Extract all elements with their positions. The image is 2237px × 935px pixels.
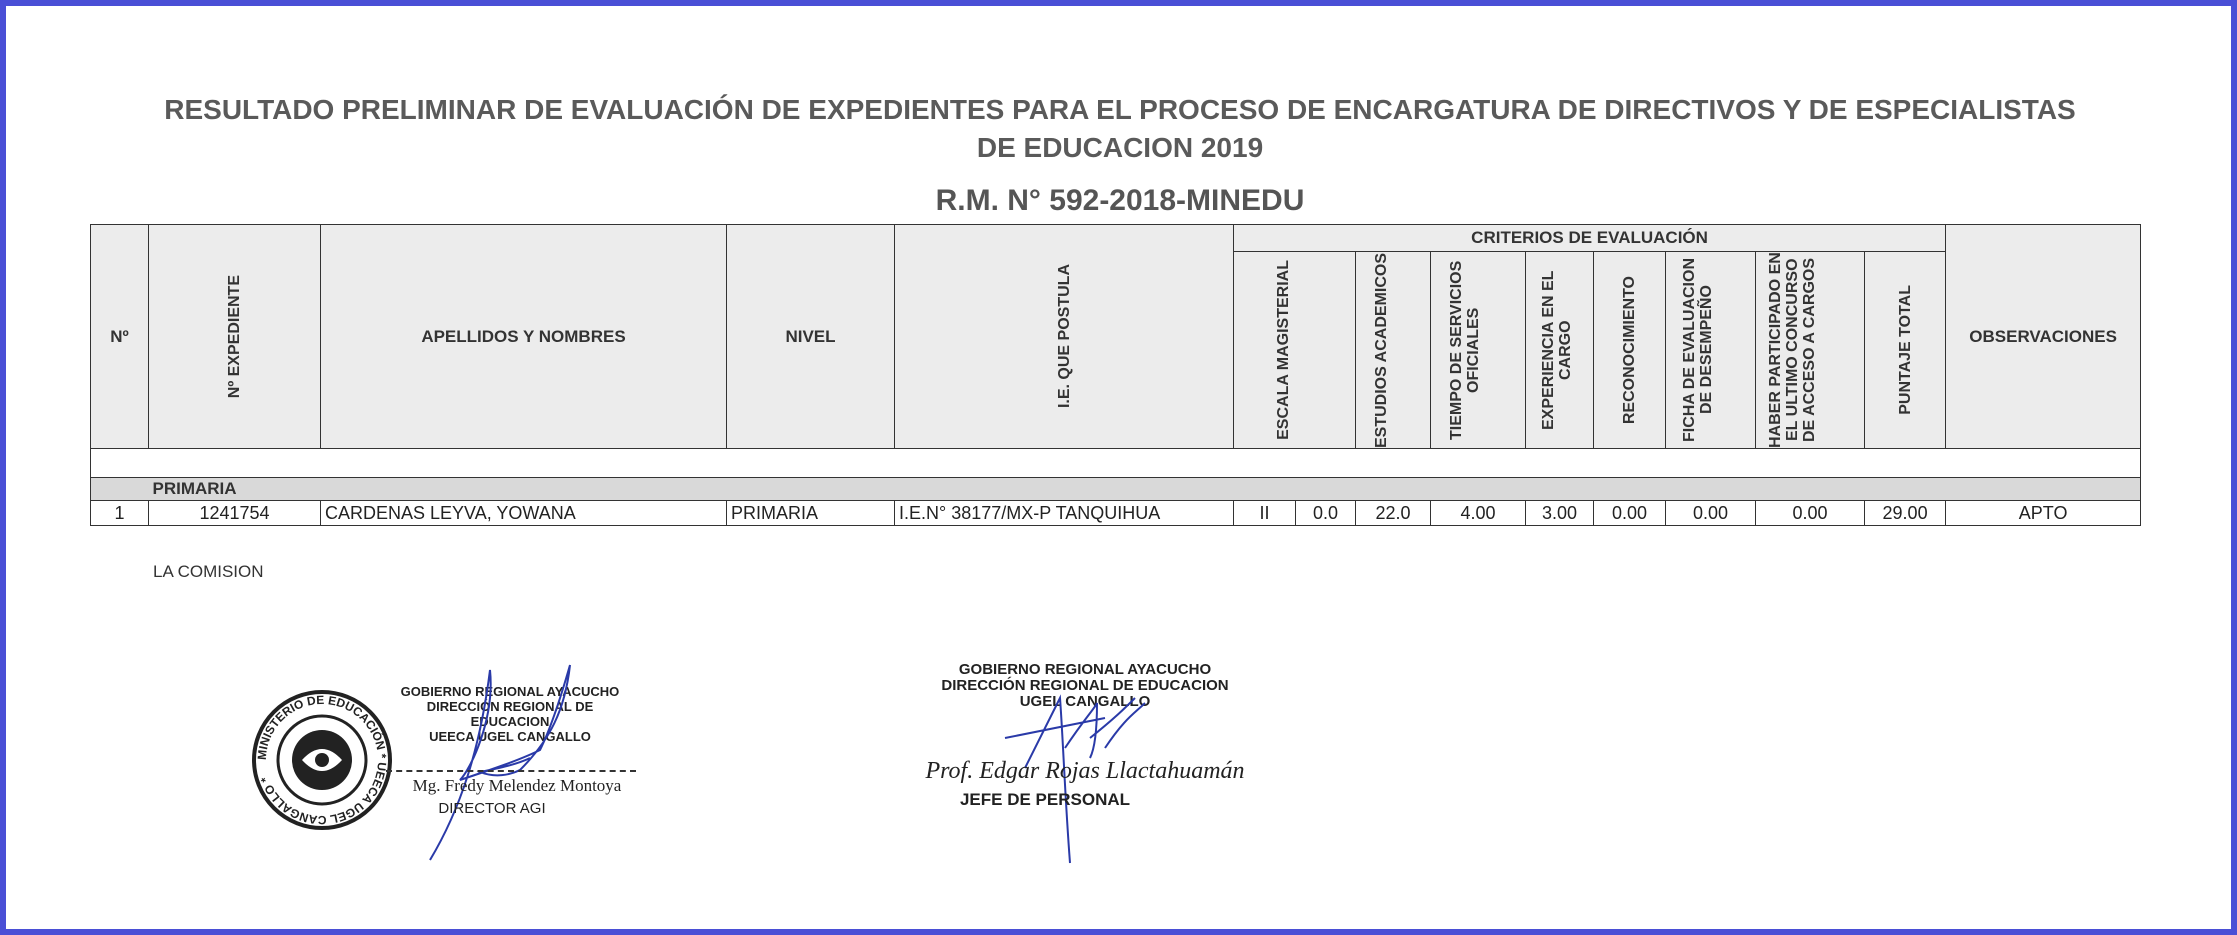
stamp-left-line2: DIRECCIÓN REGIONAL DE EDUCACION — [426, 699, 594, 729]
table-row — [91, 501, 2141, 526]
cell-tiempo: 4.00 — [1431, 501, 1526, 526]
header-experiencia: EXPERIENCIA EN EL CARGO — [1526, 252, 1594, 449]
stamp-right-line1: GOBIERNO REGIONAL AYACUCHO — [958, 661, 1212, 678]
cell-estudios: 22.0 — [1356, 501, 1431, 526]
cell-puntaje: 29.00 — [1865, 501, 1946, 526]
cell-ie: I.E.N° 38177/MX-P TANQUIHUA — [895, 501, 1234, 526]
group-row — [91, 478, 2141, 501]
stamp-right-line2: DIRECCIÓN REGIONAL DE EDUCACION — [941, 677, 1229, 694]
header-escala: ESCALA MAGISTERIAL — [1234, 252, 1356, 449]
svg-text:MINISTERIO DE EDUCACIÓN * UEEC: MINISTERIO DE EDUCACIÓN * UEECA UGEL CANGALLO * — [254, 692, 390, 828]
evaluation-table — [90, 224, 2141, 526]
header-num: Nº — [91, 225, 149, 449]
cell-reconocimiento: 0.00 — [1594, 501, 1666, 526]
cell-nivel: PRIMARIA — [727, 501, 895, 526]
resolution-number: R.M. N° 592-2018-MINEDU — [935, 184, 1305, 217]
document-title-line2: DE EDUCACION 2019 — [976, 132, 1264, 163]
header-tiempo: TIEMPO DE SERVICIOS OFICIALES — [1431, 252, 1526, 449]
header-puntaje: PUNTAJE TOTAL — [1865, 252, 1946, 449]
header-estudios: ESTUDIOS ACADEMICOS — [1356, 252, 1431, 449]
signature-right — [895, 658, 1275, 858]
cell-num: 1 — [91, 501, 149, 526]
signature-right-name: Prof. Edgar Rojas Llactahuamán — [925, 758, 1245, 784]
comision-label: LA COMISION — [153, 562, 264, 581]
official-seal-icon — [250, 688, 394, 832]
header-reconocimiento: RECONOCIMIENTO — [1594, 252, 1666, 449]
header-nivel: NIVEL — [727, 225, 895, 449]
header-ficha: FICHA DE EVALUACION DE DESEMPEÑO — [1666, 252, 1756, 449]
signature-left — [250, 660, 630, 870]
stamp-left-line1: GOBIERNO REGIONAL AYACUCHO — [400, 684, 620, 699]
spacer-row — [91, 449, 2141, 478]
stamp-left-line3: UEECA UGEL CANGALLO — [429, 729, 591, 744]
stamp-right-line3: UGEL CANGALLO — [1019, 693, 1151, 710]
cell-experiencia: 3.00 — [1526, 501, 1594, 526]
cell-expediente: 1241754 — [149, 501, 321, 526]
cell-escala-nivel: II — [1234, 501, 1296, 526]
header-haber: HABER PARTICIPADO EN EL ULTIMO CONCURSO DE ACCESO A CARGOS — [1756, 252, 1865, 449]
signature-left-name: Mg. Fredy Melendez Montoya — [412, 776, 622, 795]
handwritten-signature-left — [400, 660, 620, 870]
cell-ficha: 0.00 — [1666, 501, 1756, 526]
header-observaciones: OBSERVACIONES — [1946, 225, 2141, 449]
signature-left-role: DIRECTOR AGI — [438, 800, 546, 817]
header-criterios: CRITERIOS DE EVALUACIÓN — [1234, 225, 1946, 252]
cell-escala-puntaje: 0.0 — [1296, 501, 1356, 526]
signature-right-role: JEFE DE PERSONAL — [959, 790, 1131, 809]
header-nombres: APELLIDOS Y NOMBRES — [321, 225, 727, 449]
header-expediente: Nº EXPEDIENTE — [149, 225, 321, 449]
document-title-line1: RESULTADO PRELIMINAR DE EVALUACIÓN DE EXPEDIENTES PARA EL PROCESO DE ENCARGATURA DE DIRECTIVOS Y DE ESPECIALISTAS — [164, 94, 2076, 125]
header-ie: I.E. QUE POSTULA — [895, 225, 1234, 449]
cell-observaciones: APTO — [1946, 501, 2141, 526]
cell-nombres: CARDENAS LEYVA, YOWANA — [321, 501, 727, 526]
cell-haber: 0.00 — [1756, 501, 1865, 526]
group-label: PRIMARIA — [149, 478, 2141, 501]
